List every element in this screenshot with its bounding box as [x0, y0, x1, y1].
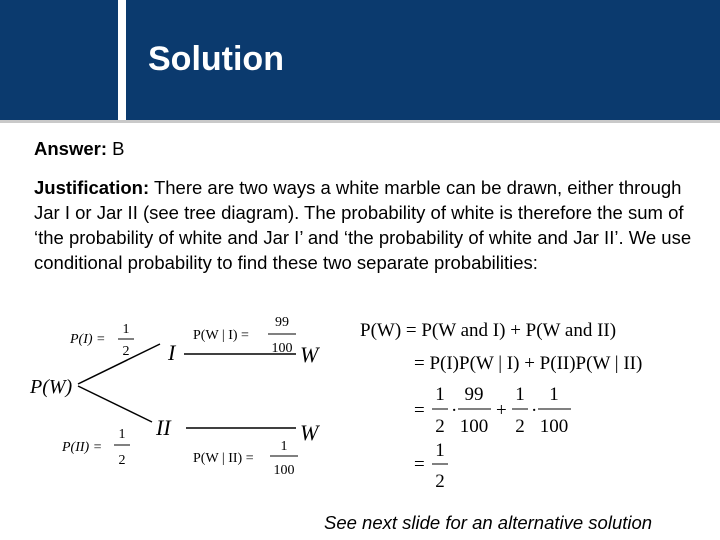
- slide-title: Solution: [148, 40, 284, 78]
- tree-b1-pw-lhs: P(W | I) =: [193, 328, 249, 343]
- tree-edge-root-ii: [78, 386, 152, 422]
- eq3-a-num: 1: [435, 384, 445, 405]
- footer-note: See next slide for an alternative solution: [324, 512, 653, 533]
- answer-line: [34, 136, 124, 161]
- eq3-c-num: 1: [515, 384, 525, 405]
- tree-b2-pjar-den: 2: [118, 453, 126, 468]
- equation-line-2: = P(I)P(W | I) + P(II)P(W | II): [414, 353, 643, 374]
- eq3-d-num: 1: [549, 384, 559, 405]
- equation-line4-eq: =: [414, 454, 425, 475]
- eq3-c-den: 2: [515, 416, 525, 437]
- answer-value: B: [112, 138, 125, 159]
- tree-edge-root-i: [78, 344, 160, 384]
- tree-b2-pjar-lhs: P(II) =: [62, 440, 103, 455]
- header-divider: [118, 0, 126, 120]
- justification-paragraph: [34, 175, 704, 275]
- tree-b1-pjar-lhs: P(I) =: [70, 332, 106, 347]
- tree-node-i: I: [168, 340, 176, 365]
- equation-line3-eq: =: [414, 400, 425, 421]
- tree-b2-pw-den: 100: [273, 463, 295, 478]
- tree-b2-pw-num: 1: [280, 439, 288, 454]
- tree-b2-pw-lhs: P(W | II) =: [193, 451, 254, 466]
- tree-b1-pw-num: 99: [275, 315, 289, 330]
- eq3-dot-1: ·: [451, 400, 458, 421]
- equation-line-1: P(W) = P(W and I) + P(W and II): [360, 320, 617, 341]
- eq4-den: 2: [435, 471, 445, 492]
- eq3-a-den: 2: [435, 416, 445, 437]
- justification-label: Justification:: [34, 177, 150, 198]
- tree-leaf-w1: W: [300, 342, 319, 367]
- answer-label: Answer:: [34, 138, 107, 159]
- eq3-dot-2: ·: [531, 400, 538, 421]
- eq3-b-num: 99: [464, 384, 484, 405]
- tree-diagram: [0, 310, 340, 480]
- header-left-block: [0, 0, 118, 120]
- tree-node-ii: II: [156, 415, 171, 440]
- tree-b1-pjar-den: 2: [122, 344, 130, 359]
- eq4-num: 1: [435, 440, 445, 461]
- tree-b2-pjar-num: 1: [118, 427, 126, 442]
- eq3-plus: +: [496, 400, 507, 421]
- eq3-d-den: 100: [539, 416, 569, 437]
- equation-block: [350, 310, 710, 500]
- tree-root: P(W): [30, 376, 73, 398]
- tree-b1-pjar-num: 1: [122, 322, 130, 337]
- tree-leaf-w2: W: [300, 420, 319, 445]
- eq3-b-den: 100: [459, 416, 489, 437]
- tree-b1-pw-den: 100: [271, 341, 293, 356]
- justification-text: There are two ways a white marble can be drawn, either through Jar I or Jar II (see tree diagram). The probability of white is therefore the sum of ‘the probability of white and Jar I’ and ‘the probability of white and Jar II’. We use conditional probability to find these two separate probabilities:: [34, 177, 692, 273]
- header-rule: [0, 120, 720, 123]
